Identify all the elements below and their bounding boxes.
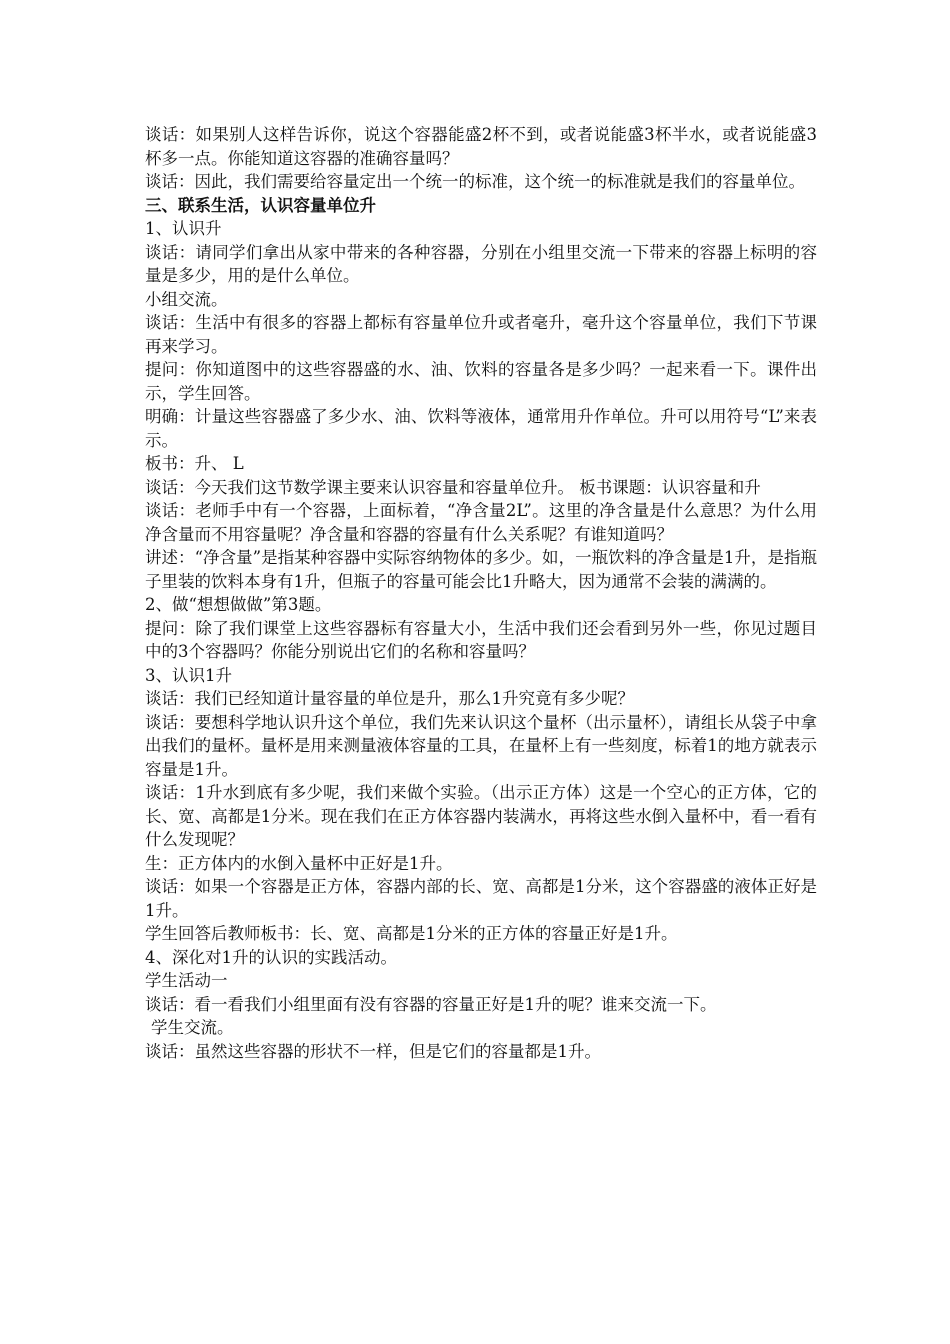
subheading-1: 1、认识升 <box>145 219 222 238</box>
paragraph-21: 学生交流。 <box>151 1018 234 1037</box>
paragraph-11: 讲述：“净含量”是指某种容器中实际容纳物体的多少。如，一瓶饮料的净含量是1升，是指瓶子里装的饮料本身有1升，但瓶子的容量可能会比1升略大，因为通常不会装的满满的。 <box>145 548 817 591</box>
paragraph-3: 谈话：请同学们拿出从家中带来的各种容器，分别在小组里交流一下带来的容器上标明的容量是多少，用的是什么单位。 <box>145 242 817 285</box>
paragraph-22: 谈话：虽然这些容器的形状不一样，但是它们的容量都是1升。 <box>145 1041 601 1061</box>
paragraph-10: 谈话：老师手中有一个容器，上面标着，“净含量2L”。这里的净含量是什么意思？为什么用净含量而不用容量呢？净含量和容器的容量有什么关系呢？有谁知道吗？ <box>145 501 817 544</box>
subheading-3: 3、认识1升 <box>145 665 232 685</box>
subheading-2: 2、做“想想做做”第3题。 <box>145 595 332 614</box>
section-heading: 三、联系生活，认识容量单位升 <box>145 195 376 215</box>
paragraph-19: 学生活动一 <box>145 971 228 990</box>
paragraph-16: 生：正方体内的水倒入量杯中正好是1升。 <box>145 853 453 873</box>
paragraph-15: 谈话：1升水到底有多少呢，我们来做个实验。（出示正方体）这是一个空心的正方体，它的长、宽、高都是1分米。现在我们在正方体容器内装满水，再将这些水倒入量杯中，看一看有什么发现呢？ <box>145 783 817 849</box>
paragraph-20: 谈话：看一看我们小组里面有没有容器的容量正好是1升的呢？谁来交流一下。 <box>145 994 717 1014</box>
paragraph-5: 谈话：生活中有很多的容器上都标有容量单位升或者毫升，毫升这个容量单位，我们下节课再来学习。 <box>145 313 817 356</box>
paragraph-13: 谈话：我们已经知道计量容量的单位是升，那么1升究竟有多少呢？ <box>145 689 634 708</box>
paragraph-8: 板书：升、 L <box>145 454 244 473</box>
paragraph-18: 学生回答后教师板书：长、宽、高都是1分米的正方体的容量正好是1升。 <box>145 924 678 943</box>
subheading-4: 4、深化对1升的认识的实践活动。 <box>145 947 397 967</box>
paragraph-14: 谈话：要想科学地认识升这个单位，我们先来认识这个量杯（出示量杯），请组长从袋子中拿出我们的量杯。量杯是用来测量液体容量的工具，在量杯上有一些刻度，标着1的地方就表示容量是1升。 <box>145 712 817 779</box>
paragraph-7: 明确：计量这些容器盛了多少水、油、饮料等液体，通常用升作单位。升可以用符号“L”来表示。 <box>145 407 817 450</box>
document-page <box>145 123 817 1063</box>
paragraph-6: 提问：你知道图中的这些容器盛的水、油、饮料的容量各是多少吗？一起来看一下。课件出示，学生回答。 <box>145 360 817 403</box>
paragraph-17: 谈话：如果一个容器是正方体，容器内部的长、宽、高都是1分米，这个容器盛的液体正好是1升。 <box>145 877 817 920</box>
paragraph-4: 小组交流。 <box>145 289 228 309</box>
paragraph-2: 谈话：因此，我们需要给容量定出一个统一的标准，这个统一的标准就是我们的容量单位。 <box>145 172 805 191</box>
paragraph-1: 谈话：如果别人这样告诉你，说这个容器能盛2杯不到，或者说能盛3杯半水，或者说能盛3杯多一点。你能知道这容器的准确容量吗？ <box>145 125 817 168</box>
paragraph-9: 谈话：今天我们这节数学课主要来认识容量和容量单位升。 板书课题：认识容量和升 <box>145 477 761 497</box>
paragraph-12: 提问：除了我们课堂上这些容器标有容量大小，生活中我们还会看到另外一些，你见过题目中的3个容器吗？你能分别说出它们的名称和容量吗？ <box>145 618 817 661</box>
